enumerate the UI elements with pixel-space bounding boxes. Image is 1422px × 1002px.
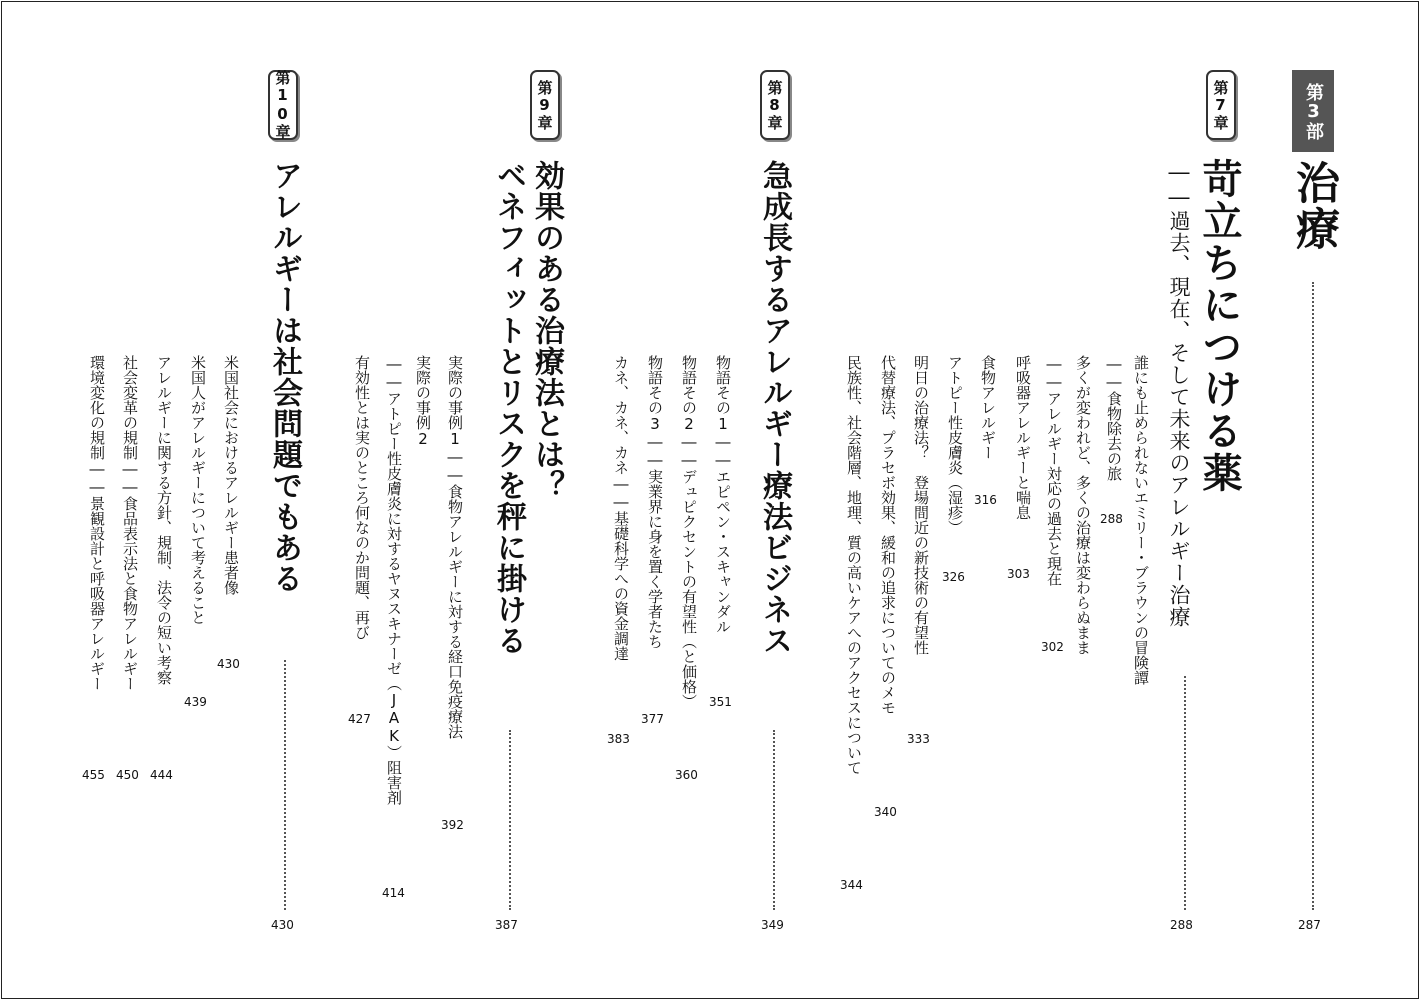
ch7-entry-4-page: 316 [974, 493, 997, 507]
ch7-entry-5: アトピー性皮膚炎（湿疹） [946, 355, 964, 535]
ch7-entry-1-line-2: ――食物除去の旅 [1105, 355, 1123, 481]
ch10-entry-4-page: 450 [116, 768, 139, 782]
ch10-entry-1: 米国社会におけるアレルギー患者像 [222, 355, 240, 595]
ch8-entry-4: カネ、カネ、カネ――基礎科学への資金調達 [612, 355, 630, 661]
ch8-entry-2: 物語その2――デュピクセントの有望性（と価格） [680, 355, 698, 709]
chapter-9-title-line-2: ベネフィットとリスクを秤に掛ける [491, 160, 526, 656]
ch7-entry-7-page: 340 [874, 805, 897, 819]
ch9-entry-3-page: 427 [348, 712, 371, 726]
ch9-entry-1-page: 392 [441, 818, 464, 832]
ch10-entry-3: アレルギーに関する方針、規制、法令の短い考察 [155, 355, 173, 685]
chapter-10-leader-dots [284, 660, 286, 910]
chapter-7-subtitle: ――過去、現在、そして未来のアレルギー治療 [1167, 160, 1191, 628]
part-title: 治療 [1288, 160, 1339, 252]
ch7-entry-7: 代替療法、プラセボ効果、緩和の追求についてのメモ [879, 355, 897, 715]
ch8-entry-3-page: 377 [641, 712, 664, 726]
chapter-8-badge: 第8章 [760, 70, 790, 140]
chapter-10-page: 430 [271, 918, 294, 932]
part-leader-dots [1312, 282, 1314, 910]
ch9-entry-2-line-1: 実際の事例2 [414, 355, 432, 448]
ch8-entry-2-page: 360 [675, 768, 698, 782]
chapter-8-title: 急成長するアレルギー療法ビジネス [757, 160, 792, 656]
chapter-7-badge: 第7章 [1206, 70, 1236, 140]
ch10-entry-2-page: 439 [184, 695, 207, 709]
chapter-10-badge: 第10章 [268, 70, 298, 140]
ch10-entry-5-page: 455 [82, 768, 105, 782]
ch7-entry-1-page: 288 [1100, 512, 1123, 526]
ch7-entry-6-page: 333 [907, 732, 930, 746]
ch7-entry-6: 明日の治療法？ 登場間近の新技術の有望性 [912, 355, 930, 655]
ch8-entry-3: 物語その3――実業界に身を置く学者たち [646, 355, 664, 649]
ch10-entry-5: 環境変化の規制――景観設計と呼吸器アレルギー [88, 355, 106, 691]
page-frame [1, 1, 1419, 999]
ch7-entry-2-line-1: 多くが変われど、多くの治療は変わらぬまま [1074, 355, 1092, 655]
ch7-entry-2-page: 302 [1041, 640, 1064, 654]
ch9-entry-1: 実際の事例1――食物アレルギーに対する経口免疫療法 [446, 355, 464, 739]
chapter-8-leader-dots [773, 730, 775, 910]
ch10-entry-3-page: 444 [150, 768, 173, 782]
chapter-9-title-line-1: 効果のある治療法とは？ [529, 160, 564, 501]
chapter-7-title: 苛立ちにつける薬 [1196, 158, 1242, 494]
ch8-entry-1-page: 351 [709, 695, 732, 709]
ch10-entry-2: 米国人がアレルギーについて考えること [189, 355, 207, 625]
ch7-entry-3-page: 303 [1007, 567, 1030, 581]
chapter-9-badge: 第9章 [530, 70, 560, 140]
ch7-entry-2-line-2: ――アレルギー対応の過去と現在 [1045, 355, 1063, 586]
part-page: 287 [1298, 918, 1321, 932]
ch9-entry-2-page: 414 [382, 886, 405, 900]
chapter-10-title: アレルギーは社会問題でもある [267, 160, 302, 594]
ch7-entry-8-page: 344 [840, 878, 863, 892]
ch8-entry-4-page: 383 [607, 732, 630, 746]
ch7-entry-1-line-1: 誰にも止められないエミリー・ブラウンの冒険譚 [1132, 355, 1150, 685]
ch9-entry-2-line-2: ――アトピー性皮膚炎に対するヤヌスキナーゼ（JAK）阻害剤 [385, 355, 403, 805]
part-label: 第3部 [1292, 70, 1334, 152]
chapter-7-page: 288 [1170, 918, 1193, 932]
ch7-entry-8: 民族性、社会階層、地理、質の高いケアへのアクセスについて [845, 355, 863, 775]
ch10-entry-4: 社会変革の規制――食品表示法と食物アレルギー [121, 355, 139, 691]
chapter-9-page: 387 [495, 918, 518, 932]
ch7-entry-5-page: 326 [942, 570, 965, 584]
ch9-entry-3: 有効性とは実のところ何なのか問題、再び [353, 355, 371, 640]
ch10-entry-1-page: 430 [217, 657, 240, 671]
ch8-entry-1: 物語その1――エピペン・スキャンダル [714, 355, 732, 634]
ch7-entry-4: 食物アレルギー [979, 355, 997, 460]
chapter-8-page: 349 [761, 918, 784, 932]
chapter-9-leader-dots [509, 730, 511, 910]
ch7-entry-3: 呼吸器アレルギーと喘息 [1014, 355, 1032, 520]
chapter-7-leader-dots [1184, 676, 1186, 910]
